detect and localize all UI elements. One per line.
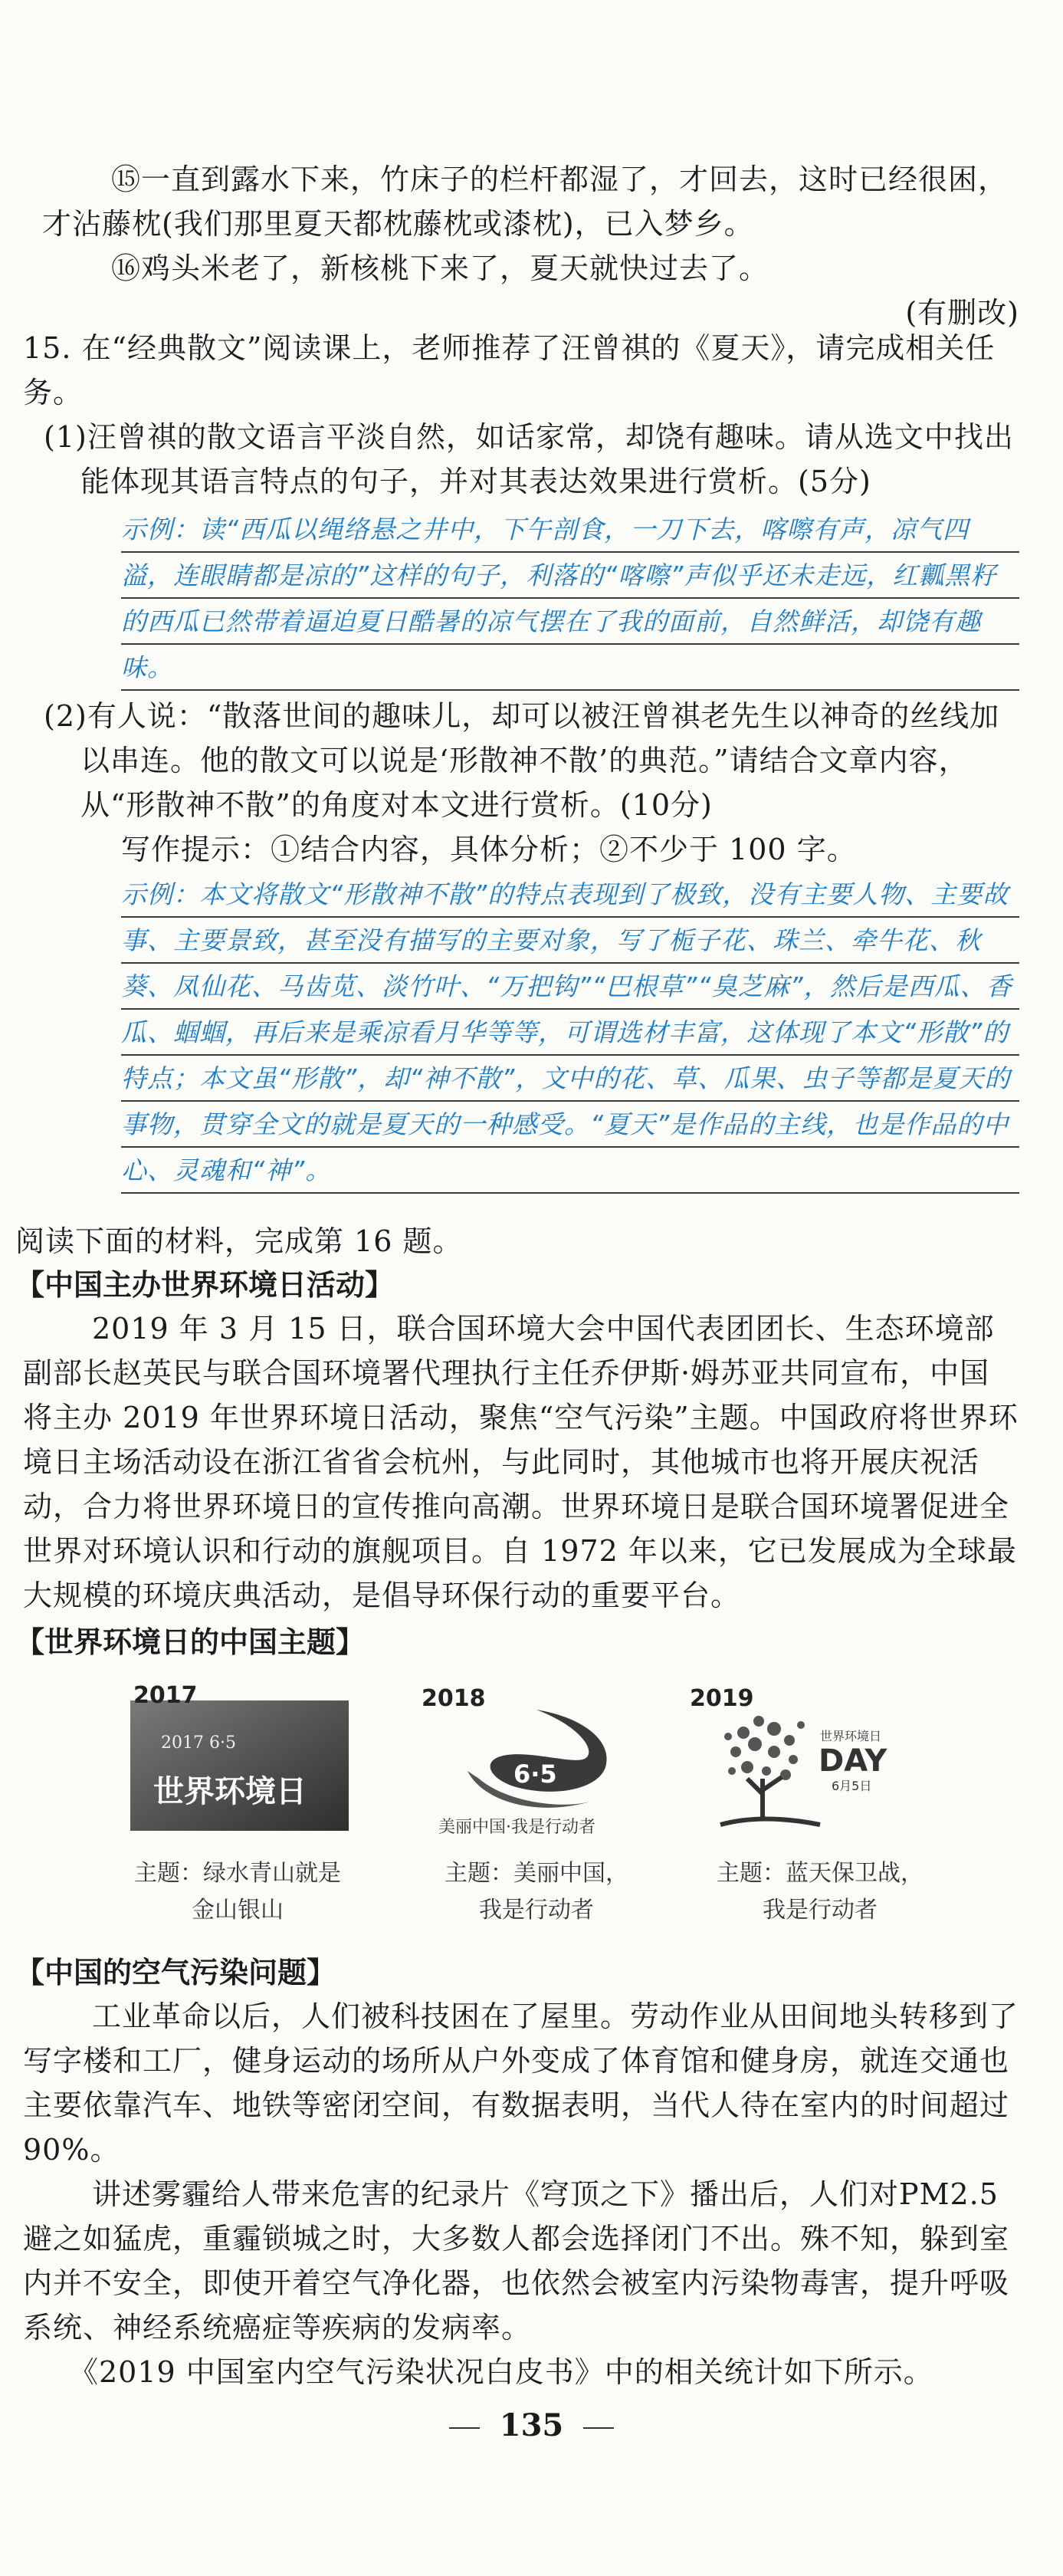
logo-2018 [422,1687,651,1840]
logo-2018-slogan: 美丽中国·我是行动者 [438,1818,595,1837]
question-16-materials [15,1219,1019,1664]
answer-1-area [23,507,1019,691]
logo-2019-label: 世界环境日 [820,1729,882,1743]
handwritten-answer-2: 示例：本文将散文“形散神不散”的特点表现到了极致，没有主要人物、主要故事、主要景致，甚至没有描写的主要对象，写了栀子花、珠兰、牵牛花、秋葵、凤仙花、马齿苋、淡竹叶、“万把钩”“巴根草”“臭芝麻”，然后是西瓜、香瓜、蝈蝈，再后来是乘凉看月华等等，可谓选材丰富，这体现了本文“形散”的特点；本文虽“形散”，却“神不散”，文中的花、草、瓜果、虫子等都是夏天的事物，贯穿全文的就是夏天的一种感受。“夏天”是作品的主线，也是作品的中心、灵魂和“神”。 [121,872,1019,1194]
question-15-part-1: (1)汪曾祺的散文语言平淡自然，如话家常，却饶有趣味。请从选文中找出能体现其语言特点的句子，并对其表达效果进行赏析。(5分) [44,420,1014,498]
logo-2017-image [123,1687,353,1840]
logo-year-2019: 2019 [690,1685,754,1712]
page-number-dash-right [583,2427,614,2429]
page-number-dash-left [449,2427,480,2429]
caption-2017 [123,1855,353,1929]
reading-passage-end [42,157,1019,335]
paragraph-15: ⑮一直到露水下来，竹床子的栏杆都湿了，才回去，这时已经很困，才沾藤枕(我们那里夏天都枕藤枕或漆枕)，已入梦乡。 [42,163,1009,241]
paragraph-16: ⑯鸡头米老了，新核桃下来了，夏天就快过去了。 [111,251,769,285]
logo-year-2017: 2017 [133,1682,198,1709]
caption-2017-line1: 主题：绿水青山就是 [134,1860,341,1887]
logo-2017-art-text: 2017 6·5 [161,1733,236,1753]
caption-2019-line1: 主题：蓝天保卫战， [717,1860,924,1887]
caption-2018 [422,1855,651,1929]
air-pollution-paragraph-2: 讲述雾霾给人带来危害的纪录片《穹顶之下》播出后，人们对PM2.5 避之如猛虎，重霾锁城之时，大多数人都会选择闭门不出。殊不知，躲到室内并不安全，即使开着空气净化器，也依然会被室内污染物毒害，提升呼吸系统、神经系统癌症等疾病的发病率。 [23,2177,1010,2344]
section-title-air-pollution: 【中国的空气污染问题】 [15,1956,336,1990]
air-pollution-paragraph-1: 工业革命以后，人们被科技困在了屋里。劳动作业从田间地头转移到了写字楼和工厂，健身运动的场所从户外变成了体育馆和健身房，就连交通也主要依靠汽车、地铁等密闭空间，有数据表明，当代人待在室内的时间超过 90%。 [23,1999,1019,2167]
logo-2017 [123,1682,353,1840]
page-number-text: 135 [499,2407,564,2443]
caption-2019-line2: 我是行动者 [763,1897,878,1924]
question-15-part-2: (2)有人说：“散落世间的趣味儿，却可以被汪曾祺老先生以神奇的丝线加以串连。他的散文可以说是‘形散神不散’的典范。”请结合文章内容，从“形散神不散”的角度对本文进行赏析。(10分) [44,699,1000,822]
page-number [0,2407,1063,2443]
caption-2019 [705,1855,935,1929]
writing-hint: 写作提示：①结合内容，具体分析；②不少于 100 字。 [121,833,857,866]
section-air-pollution [15,1951,1019,2394]
caption-2017-line2: 金山银山 [192,1897,284,1924]
answer-2-area [23,872,1019,1194]
svg-text:6·5: 6·5 [513,1760,557,1789]
handwritten-answer-1: 示例：读“西瓜以绳络悬之井中，下午剖食，一刀下去，喀嚓有声，凉气四溢，连眼睛都是凉的”这样的句子，利落的“喀嚓”声似乎还未走远，红瓤黑籽的西瓜已然带着逼迫夏日酷暑的凉气摆在了我的面前，自然鲜活，却饶有趣味。 [121,507,1019,691]
question-16-intro: 阅读下面的材料，完成第 16 题。 [15,1224,463,1258]
section-body-env-day: 2019 年 3 月 15 日，联合国环境大会中国代表团团长、生态环境部副部长赵英民与联合国环境署代理执行主任乔伊斯·姆苏亚共同宣布，中国将主办 2019 年世界环境日活动，聚焦“空气污染”主题。中国政府将世界环境日主场活动设在浙江省省会杭州，与此同时，其他城市也将开展庆祝活动，合力将世界环境日的宣传推向高潮。世界环境日是联合国环境署促进全世界对环境认识和行动的旗舰项目。自 1972 年以来，它已发展成为全球最大规模的环境庆典活动，是倡导环保行动的重要平台。 [23,1312,1019,1612]
caption-2018-line2: 我是行动者 [479,1897,594,1924]
air-pollution-paragraph-3: 《2019 中国室内空气污染状况白皮书》中的相关统计如下所示。 [69,2355,933,2389]
question-15-stem: 15. 在“经典散文”阅读课上，老师推荐了汪曾祺的《夏天》，请完成相关任务。 [23,331,996,409]
caption-2018-line1: 主题：美丽中国， [445,1860,628,1887]
logo-year-2018: 2018 [422,1685,486,1712]
question-15 [23,326,1019,1194]
section-title-env-day: 【中国主办世界环境日活动】 [15,1268,395,1302]
source-note: (有删改) [905,296,1019,330]
logo-2019 [690,1687,920,1840]
logo-2019-date: 6月5日 [832,1779,872,1793]
logo-2017-art-text-2: 世界环境日 [153,1774,307,1809]
section-title-themes: 【世界环境日的中国主题】 [15,1625,366,1659]
logo-2019-day: DAY [819,1743,887,1779]
